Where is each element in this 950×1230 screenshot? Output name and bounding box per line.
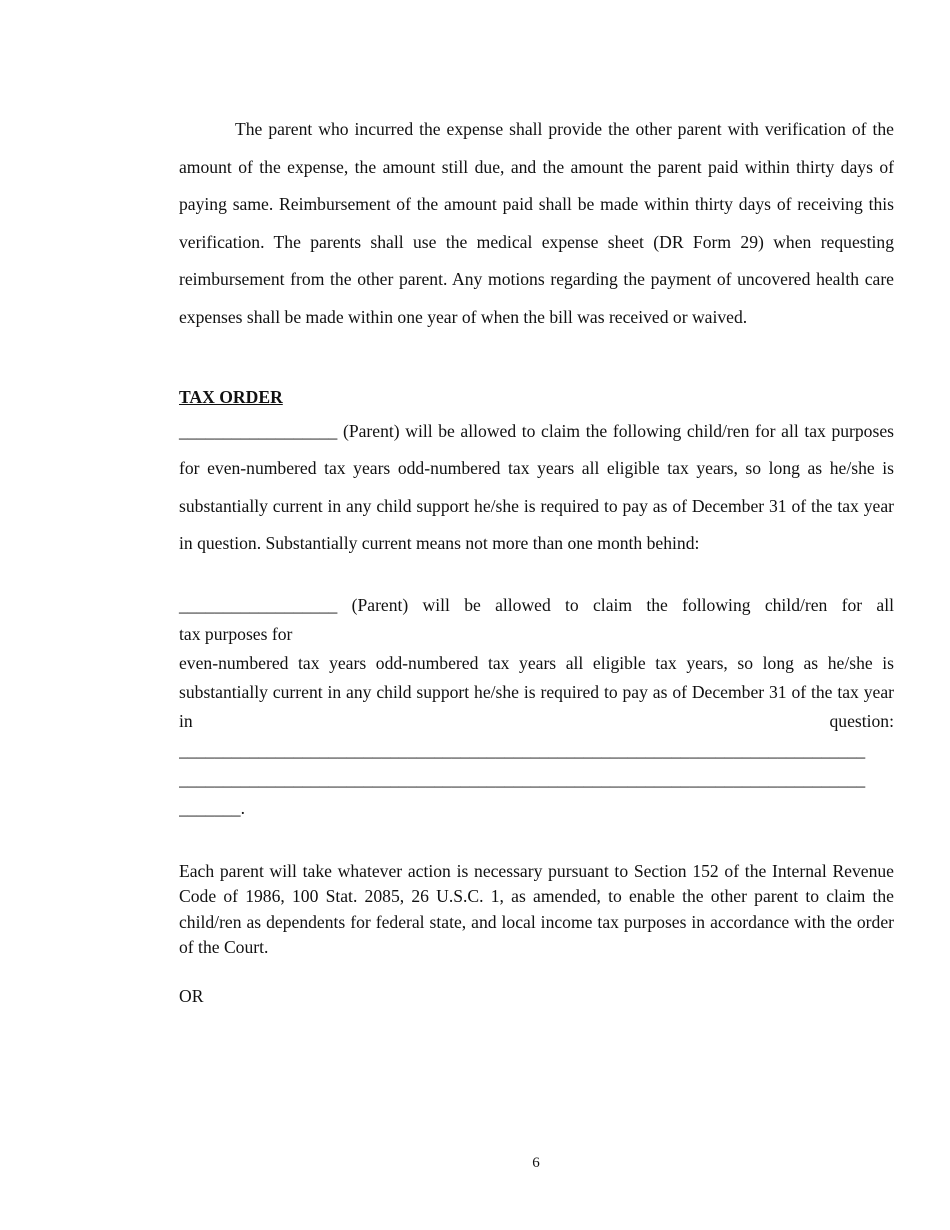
tax-paragraph-2-rest: even-numbered tax years odd-numbered tax years all eligible tax years, so long as he/she is substantially current in any child support he/she is required to pay as of December 31 of the tax year in question:: [179, 652, 894, 731]
page-number: 6: [532, 1155, 540, 1171]
blank-line-1: ______________________________________________________________________________: [179, 739, 866, 760]
expense-paragraph: The parent who incurred the expense shall provide the other parent with verification of the amount of the expense, the amount still due, and the amount the parent paid within thirty days of paying same. Reimbursement of the amount paid shall be made within thirty days of receiving this verification. The parents shall use the medical expense sheet (DR Form 29) when requesting reimbursement from the other parent. Any motions regarding the payment of uncovered health care expenses shall be made within one year of when the bill was received or waived.: [179, 119, 894, 327]
tax-paragraph-1: __________________ (Parent) will be allowed to claim the following child/ren for all tax purposes for even-numbered tax years odd-numbered tax years all eligible tax years, so long as he/she is substantially current in any child support he/she is required to pay as of December 31 of the tax year in question. Substantially current means not more than one month behind:: [179, 420, 894, 554]
or-text: OR: [179, 986, 204, 1007]
blank-line-3: _______.: [179, 797, 245, 818]
blank-line-2: ______________________________________________________________________________: [179, 768, 866, 789]
tax-order-heading: TAX ORDER: [179, 386, 283, 407]
tax-paragraph-2-line2: tax purposes for: [179, 623, 293, 644]
tax-paragraph-2-line1: __________________ (Parent) will be allowed to claim the following child/ren for all: [179, 594, 894, 615]
document-page: [179, 111, 894, 1008]
irs-paragraph: Each parent will take whatever action is necessary pursuant to Section 152 of the Internal Revenue Code of 1986, 100 Stat. 2085, 26 U.S.C. 1, as amended, to enable the other parent to claim the child/ren as dependents for federal state, and local income tax purposes in accordance with the order of the Court.: [179, 860, 894, 957]
